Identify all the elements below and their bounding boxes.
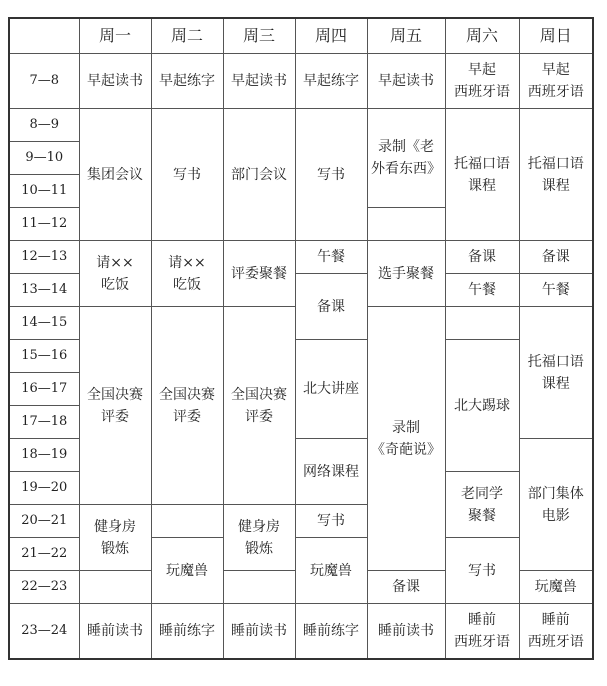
day-header-thu: 周四 (295, 18, 367, 54)
cell-sun-18: 部门集体 电影 (519, 439, 593, 571)
cell-mon-20: 健身房 锻炼 (79, 505, 151, 571)
time-label: 23—24 (9, 604, 79, 659)
cell-sun-23: 睡前 西班牙语 (519, 604, 593, 659)
cell-mon-23: 睡前读书 (79, 604, 151, 659)
cell-tue-8: 写书 (151, 109, 223, 241)
cell-wed-8: 部门会议 (223, 109, 295, 241)
cell-wed-7: 早起读书 (223, 54, 295, 109)
time-label: 8—9 (9, 109, 79, 142)
day-header-fri: 周五 (367, 18, 445, 54)
cell-tue-23: 睡前练字 (151, 604, 223, 659)
cell-sun-14: 托福口语 课程 (519, 307, 593, 439)
day-header-tue: 周二 (151, 18, 223, 54)
header-row (9, 18, 593, 54)
cell-sat-12: 备课 (445, 241, 519, 274)
cell-thu-15: 北大讲座 (295, 340, 367, 439)
cell-sat-8: 托福口语 课程 (445, 109, 519, 241)
time-label: 12—13 (9, 241, 79, 274)
cell-sat-23: 睡前 西班牙语 (445, 604, 519, 659)
cell-sun-12: 备课 (519, 241, 593, 274)
cell-sun-8: 托福口语 课程 (519, 109, 593, 241)
cell-mon-14: 全国决赛 评委 (79, 307, 151, 505)
cell-wed-23: 睡前读书 (223, 604, 295, 659)
cell-sat-7: 早起 西班牙语 (445, 54, 519, 109)
time-label: 7—8 (9, 54, 79, 109)
cell-thu-13: 备课 (295, 274, 367, 340)
cell-wed-20: 健身房 锻炼 (223, 505, 295, 571)
cell-tue-21: 玩魔兽 (151, 538, 223, 604)
cell-mon-22 (79, 571, 151, 604)
cell-fri-14: 录制 《奇葩说》 (367, 307, 445, 571)
cell-sun-7: 早起 西班牙语 (519, 54, 593, 109)
time-label: 13—14 (9, 274, 79, 307)
cell-thu-21: 玩魔兽 (295, 538, 367, 604)
time-label: 18—19 (9, 439, 79, 472)
time-label: 16—17 (9, 373, 79, 406)
cell-thu-12: 午餐 (295, 241, 367, 274)
day-header-sun: 周日 (519, 18, 593, 54)
cell-tue-7: 早起练字 (151, 54, 223, 109)
cell-fri-22: 备课 (367, 571, 445, 604)
time-label: 11—12 (9, 208, 79, 241)
cell-tue-14: 全国决赛 评委 (151, 307, 223, 505)
cell-fri-8: 录制《老 外看东西》 (367, 109, 445, 208)
row-12 (9, 241, 593, 274)
day-header-sat: 周六 (445, 18, 519, 54)
time-label: 20—21 (9, 505, 79, 538)
cell-sat-13: 午餐 (445, 274, 519, 307)
cell-tue-20 (151, 505, 223, 538)
time-label: 10—11 (9, 175, 79, 208)
cell-sat-15: 北大踢球 (445, 340, 519, 472)
day-header-mon: 周一 (79, 18, 151, 54)
cell-sat-21: 写书 (445, 538, 519, 604)
cell-sun-22: 玩魔兽 (519, 571, 593, 604)
cell-mon-7: 早起读书 (79, 54, 151, 109)
corner-cell (9, 18, 79, 54)
cell-mon-12: 请×× 吃饭 (79, 241, 151, 307)
cell-fri-11 (367, 208, 445, 241)
cell-tue-12: 请×× 吃饭 (151, 241, 223, 307)
time-label: 15—16 (9, 340, 79, 373)
row-8 (9, 109, 593, 142)
row-23 (9, 604, 593, 659)
time-label: 17—18 (9, 406, 79, 439)
cell-thu-23: 睡前练字 (295, 604, 367, 659)
row-7 (9, 54, 593, 109)
cell-fri-7: 早起读书 (367, 54, 445, 109)
time-label: 19—20 (9, 472, 79, 505)
cell-wed-12: 评委聚餐 (223, 241, 295, 307)
cell-mon-8: 集团会议 (79, 109, 151, 241)
cell-sun-13: 午餐 (519, 274, 593, 307)
weekly-schedule-table (8, 17, 594, 660)
time-label: 9—10 (9, 142, 79, 175)
time-label: 14—15 (9, 307, 79, 340)
day-header-wed: 周三 (223, 18, 295, 54)
cell-sat-14 (445, 307, 519, 340)
cell-thu-20: 写书 (295, 505, 367, 538)
cell-sat-19: 老同学 聚餐 (445, 472, 519, 538)
cell-thu-8: 写书 (295, 109, 367, 241)
cell-fri-23: 睡前读书 (367, 604, 445, 659)
cell-fri-12: 选手聚餐 (367, 241, 445, 307)
cell-thu-18: 网络课程 (295, 439, 367, 505)
cell-wed-14: 全国决赛 评委 (223, 307, 295, 505)
cell-wed-22 (223, 571, 295, 604)
time-label: 22—23 (9, 571, 79, 604)
time-label: 21—22 (9, 538, 79, 571)
cell-thu-7: 早起练字 (295, 54, 367, 109)
